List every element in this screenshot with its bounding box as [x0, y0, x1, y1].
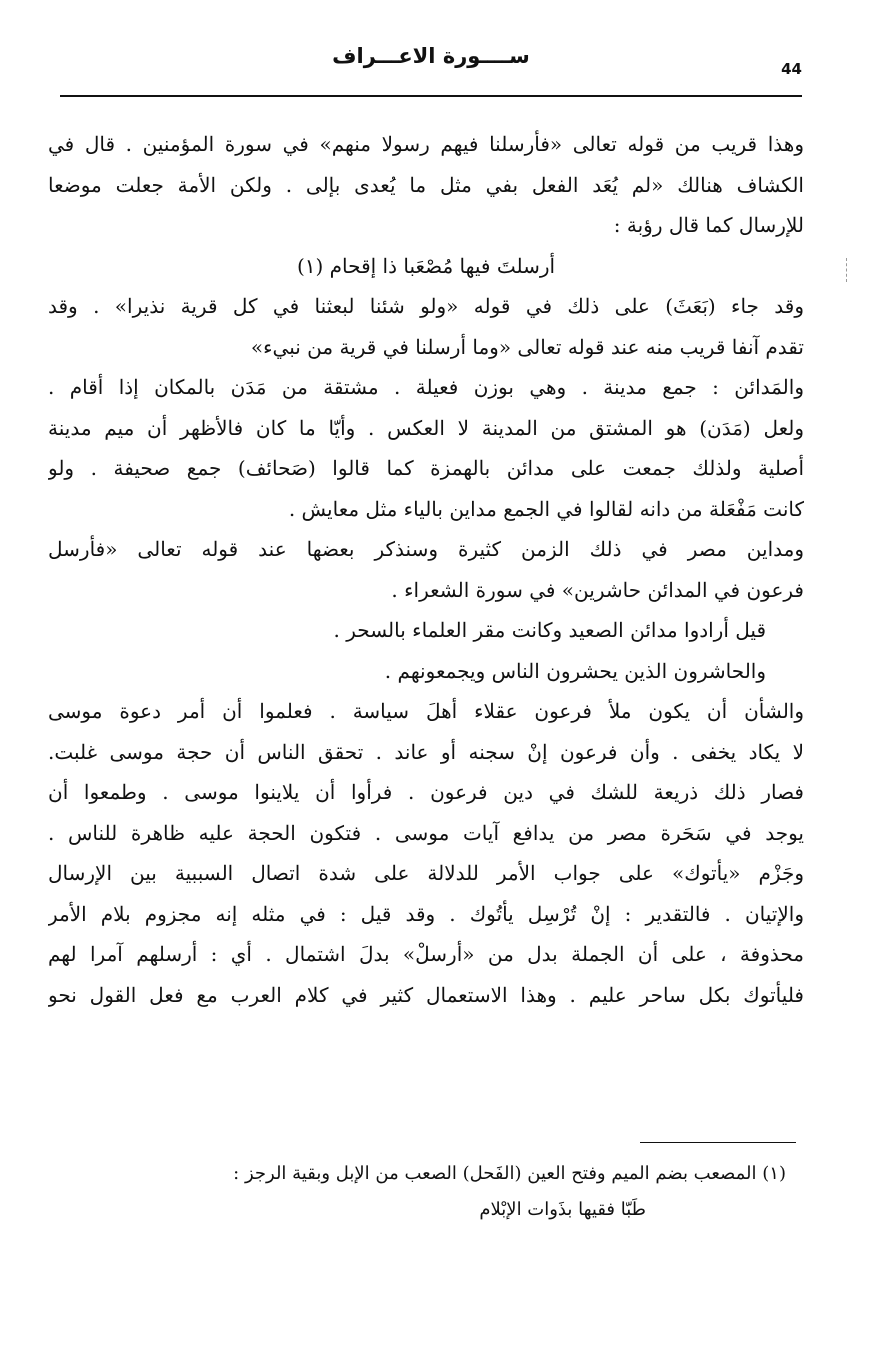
- running-title: ســــورة الاعـــراف: [332, 44, 530, 68]
- header-rule: [60, 95, 802, 97]
- body-line: محذوفة ، على أن الجملة بدل من «أرسلْ» بدلَ اشتمال . أي : أرسلهم آمرا لهم: [48, 942, 804, 966]
- body-line: وجَزْم «يأتوك» على جواب الأمر للدلالة على شدة اتصال السببية بين الإرسال: [48, 861, 804, 885]
- body-text: [48, 124, 804, 1015]
- body-line: والحاشرون الذين يحشرون الناس ويجمعونهم .: [384, 658, 766, 683]
- body-line: أصلية ولذلك جمعت على مدائن بالهمزة كما قالوا (صَحائف) جمع صحيفة . ولو: [48, 456, 804, 480]
- footnote-verse: طَبّا فقيها بذَوات الإبْلام: [479, 1199, 646, 1220]
- footnote-rule: [640, 1142, 796, 1143]
- body-line: ولعل (مَدَن) هو المشتق من المدينة لا العكس . وأيّا ما كان فالأظهر أن ميم مدينة: [48, 415, 804, 440]
- body-line: أرسلتَ فيها مُصْعَبا ذا إقحام (١): [296, 253, 556, 278]
- footnote-line: (١) المصعب بضم الميم وفتح العين (الفَحل) الصعب من الإبل وبقية الرجز :: [233, 1163, 786, 1184]
- body-line: قيل أرادوا مدائن الصعيد وكانت مقر العلماء بالسحر .: [333, 618, 766, 642]
- body-line: تقدم آنفا قريب منه عند قوله تعالى «وما أرسلنا في قرية من نبيء»: [250, 334, 804, 359]
- body-line: والمَدائن : جمع مدينة . وهي بوزن فعيلة . مشتقة من مَدَن بالمكان إذا أقام .: [48, 375, 804, 399]
- body-line: لا يكاد يخفى . وأن فرعون إنْ سجنه أو عاند . تحقق الناس أن حجة موسى غلبت.: [48, 739, 804, 764]
- page-header: [60, 40, 802, 96]
- margin-mark: [846, 258, 847, 282]
- body-line: للإرسال كما قال رؤبة :: [613, 213, 804, 237]
- body-line: فرعون في المدائن حاشرين» في سورة الشعراء .: [391, 577, 804, 602]
- body-line: يوجد في سَحَرة مصر من يدافع آيات موسى . فتكون الحجة عليه ظاهرة للناس .: [48, 820, 804, 845]
- body-line: والإتيان . فالتقدير : إنْ تُرْسِل يأتُوك . وقد قيل : في مثله إنه مجزوم بلام الأمر: [48, 901, 804, 926]
- body-line: وهذا قريب من قوله تعالى «فأرسلنا فيهم رسولا منهم» في سورة المؤمنين . قال في: [48, 132, 804, 156]
- body-line: فليأتوك بكل ساحر عليم . وهذا الاستعمال كثير في كلام العرب مع فعل القول نحو: [48, 982, 804, 1007]
- footnotes: [80, 1156, 786, 1228]
- body-line: فصار ذلك ذريعة للشك في دين فرعون . فرأوا أن يلاينوا موسى . وطمعوا أن: [48, 780, 804, 804]
- body-line: ومداين مصر في ذلك الزمن كثيرة وسنذكر بعضها عند قوله تعالى «فأرسل: [48, 537, 804, 561]
- body-line: وقد جاء (بَعَثَ) على ذلك في قوله «ولو شئنا لبعثنا في كل قرية نذيرا» . وقد: [48, 294, 804, 318]
- body-line: الكشاف هنالك «لم يُعَد الفعل بفي مثل ما يُعدى بإلى . ولكن الأمة جعلت موضعا: [48, 172, 804, 197]
- page-number: 44: [781, 60, 802, 78]
- body-line: كانت مَفْعَلة من دانه لقالوا في الجمع مداين بالياء مثل معايش .: [288, 496, 804, 521]
- body-line: والشأن أن يكون ملأ فرعون عقلاء أهلَ سياسة . فعلموا أن أمر دعوة موسى: [48, 699, 804, 723]
